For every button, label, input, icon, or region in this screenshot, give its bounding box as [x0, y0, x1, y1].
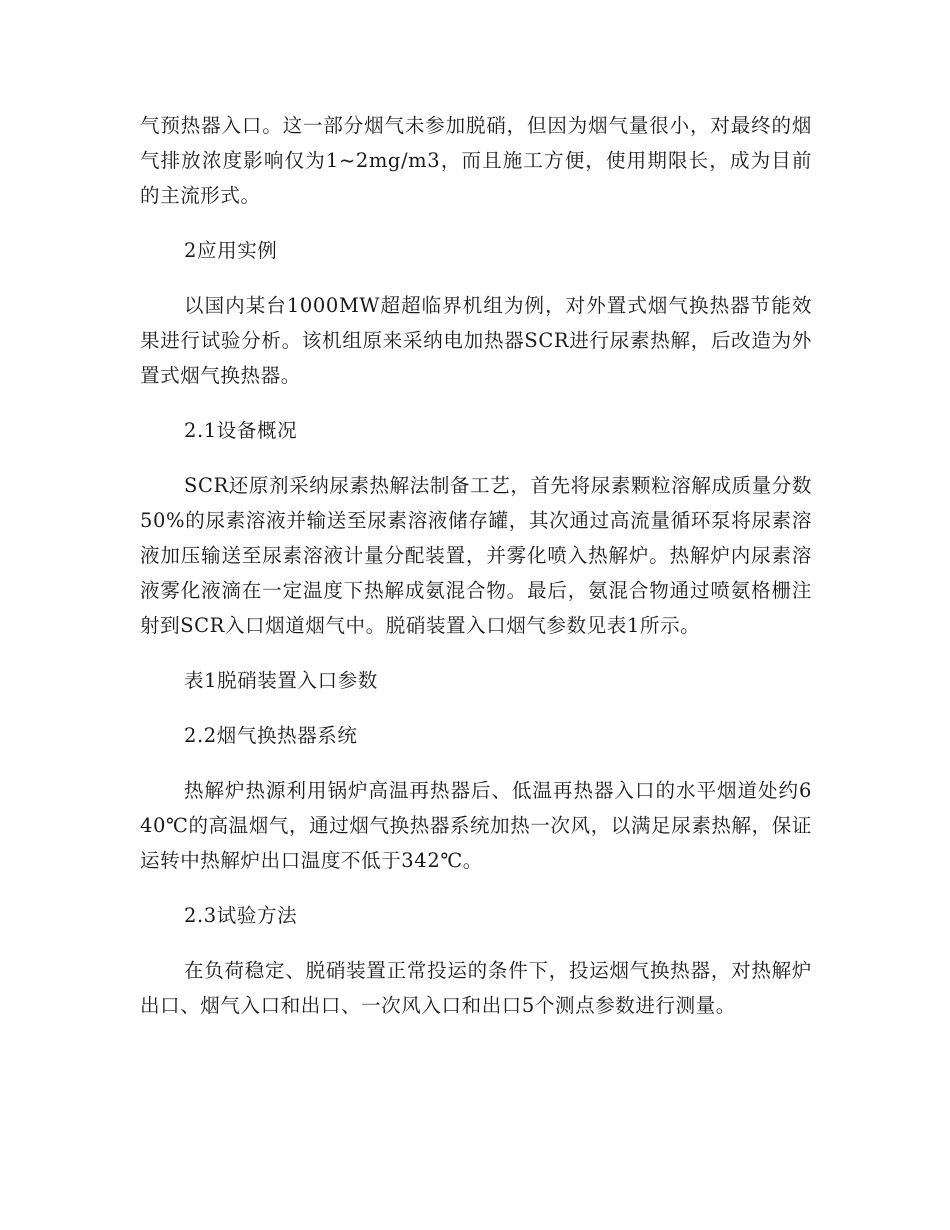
paragraph-equipment-overview: SCR还原剂采纳尿素热解法制备工艺，首先将尿素颗粒溶解成质量分数50%的尿素溶液并输送至尿素溶液储存罐，其次通过高流量循环泵将尿素溶液加压输送至尿素溶液计量分配装置，并雾化喷入热解炉。热解炉内尿素溶液雾化液滴在一定温度下热解成氨混合物。最后，氨混合物通过喷氨格栅注射到SCR入口烟道烟气中。脱硝装置入口烟气参数见表1所示。 — [140, 474, 812, 637]
paragraph-heat-exchanger-system: 热解炉热源利用锅炉高温再热器后、低温再热器入口的水平烟道处约640℃的高温烟气，通过烟气换热器系统加热一次风，以满足尿素热解，保证运转中热解炉出口温度不低于342℃。 — [140, 779, 812, 872]
document-page — [140, 108, 812, 1043]
paragraph-test-method: 在负荷稳定、脱硝装置正常投运的条件下，投运烟气换热器，对热解炉出口、烟气入口和出口、一次风入口和出口5个测点参数进行测量。 — [140, 959, 812, 1017]
section-heading-2-3: 2.3试验方法 — [184, 904, 298, 927]
table-caption: 表1脱硝装置入口参数 — [184, 669, 378, 692]
paragraph-continuation: 气预热器入口。这一部分烟气未参加脱硝，但因为烟气量很小，对最终的烟气排放浓度影响仅为1~2mg/m3，而且施工方便，使用期限长，成为目前的主流形式。 — [140, 114, 812, 207]
section-heading-2-2: 2.2烟气换热器系统 — [184, 724, 358, 747]
section-heading-2: 2应用实例 — [184, 239, 278, 262]
section-heading-2-1: 2.1设备概况 — [184, 419, 298, 442]
paragraph-application-example: 以国内某台1000MW超超临界机组为例，对外置式烟气换热器节能效果进行试验分析。该机组原来采纳电加热器SCR进行尿素热解，后改造为外置式烟气换热器。 — [140, 294, 812, 387]
